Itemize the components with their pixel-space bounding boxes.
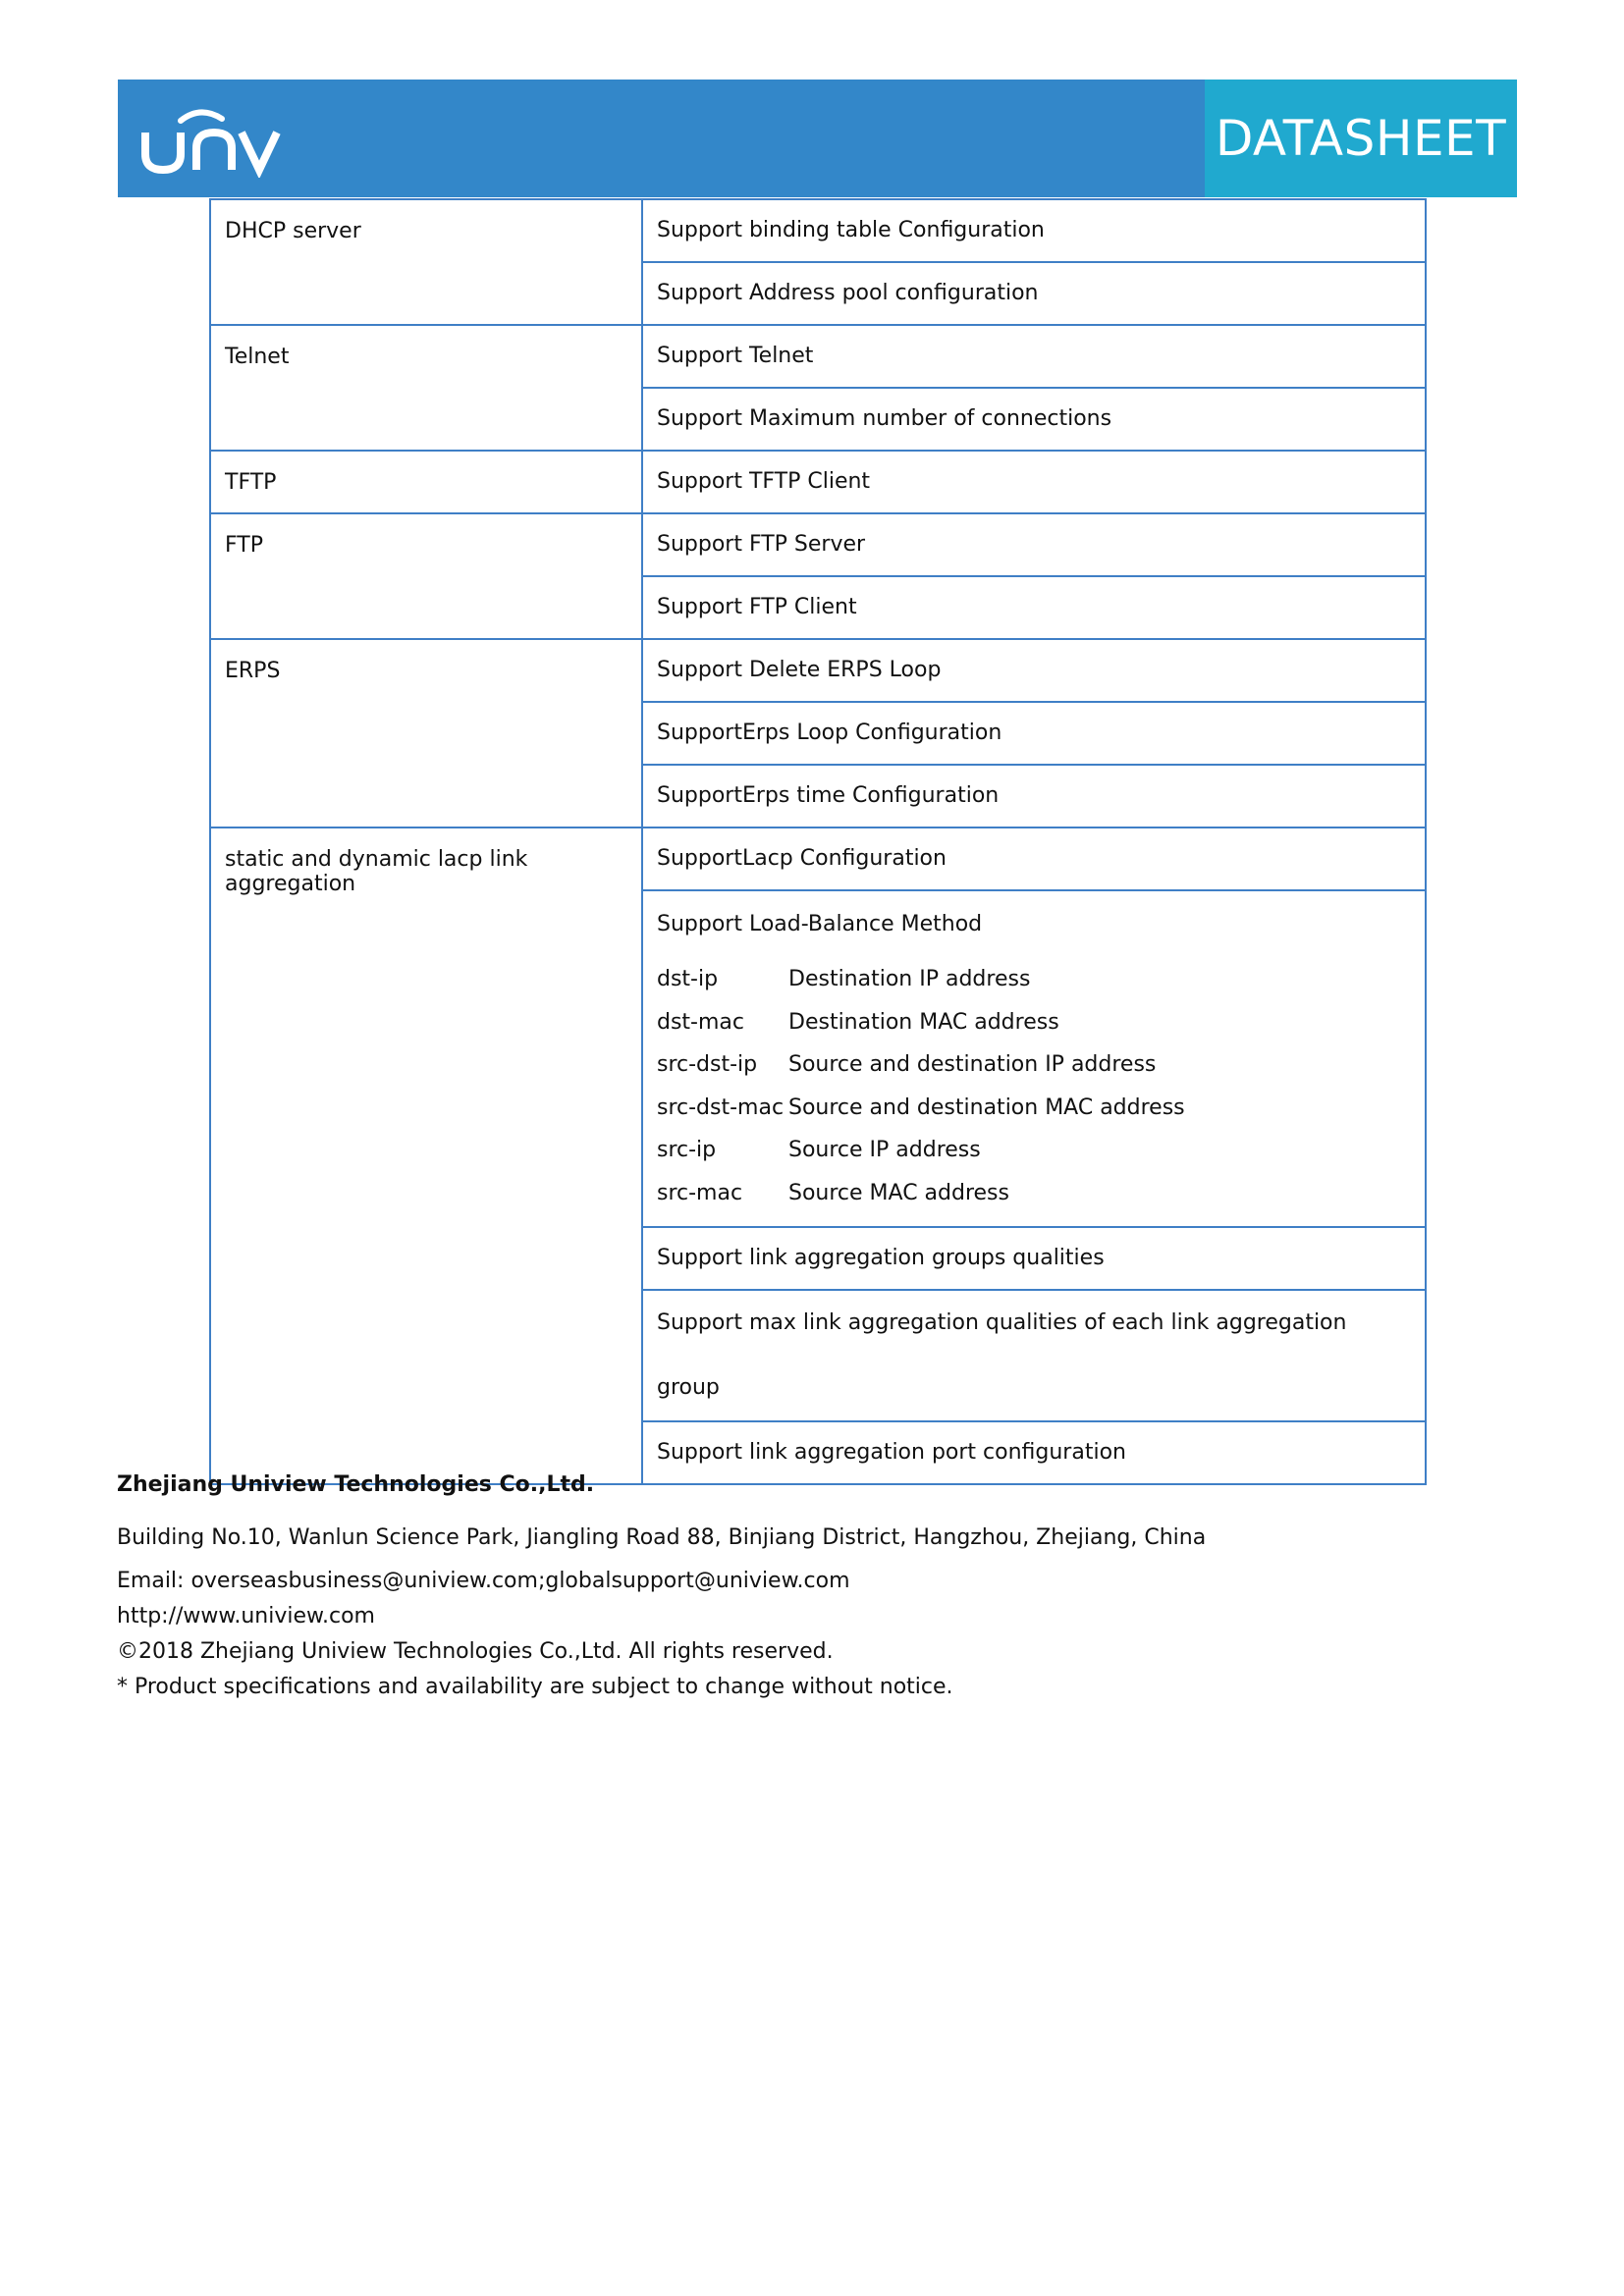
method-key: src-dst-mac xyxy=(657,1095,785,1120)
spec-table xyxy=(209,198,1427,1485)
description-cell: Support Maximum number of connections xyxy=(642,388,1426,451)
description-cell: SupportLacp Configuration xyxy=(642,828,1426,890)
table-row xyxy=(210,325,1426,388)
description-cell: Support Delete ERPS Loop xyxy=(642,639,1426,702)
feature-cell: FTP xyxy=(210,513,642,639)
feature-cell: Telnet xyxy=(210,325,642,451)
description-cell: Support max link aggregation qualities of each link aggregation group xyxy=(642,1290,1426,1421)
description-cell: Support link aggregation groups qualities xyxy=(642,1227,1426,1290)
method-key: dst-mac xyxy=(657,1009,744,1035)
method-desc: Destination IP address xyxy=(788,967,1031,991)
feature-cell: static and dynamic lacp link aggregation xyxy=(210,828,642,1484)
method-key: src-ip xyxy=(657,1138,717,1162)
table-row xyxy=(210,639,1426,702)
method-desc: Source and destination MAC address xyxy=(788,1095,1185,1120)
description-cell: Support Telnet xyxy=(642,325,1426,388)
load-balance-cell xyxy=(642,890,1426,1227)
website-link[interactable]: http://www.uniview.com xyxy=(117,1604,375,1629)
method-desc: Source and destination IP address xyxy=(788,1052,1157,1077)
datasheet-header xyxy=(118,80,1517,197)
contact-email: Email: overseasbusiness@uniview.com;globalsupport@uniview.com xyxy=(117,1569,850,1593)
company-address: Building No.10, Wanlun Science Park, Jiangling Road 88, Binjiang District, Hangzhou, Zhejiang, China xyxy=(117,1525,1207,1550)
description-cell: Support Address pool configuration xyxy=(642,262,1426,325)
unv-logo-icon xyxy=(139,99,287,178)
description-cell: SupportErps Loop Configuration xyxy=(642,702,1426,765)
load-balance-methods xyxy=(657,958,1411,1226)
feature-cell: DHCP server xyxy=(210,199,642,325)
table-row xyxy=(210,828,1426,890)
table-row xyxy=(210,513,1426,576)
table-row xyxy=(210,199,1426,262)
method-key: src-dst-ip xyxy=(657,1052,758,1077)
description-cell: Support TFTP Client xyxy=(642,451,1426,513)
brand-logo xyxy=(118,80,1205,197)
description-cell: Support FTP Client xyxy=(642,576,1426,639)
load-balance-title: Support Load-Balance Method xyxy=(657,912,983,936)
table-row xyxy=(210,451,1426,513)
method-key: src-mac xyxy=(657,1180,743,1205)
datasheet-label: DATASHEET xyxy=(1205,80,1517,197)
method-key: dst-ip xyxy=(657,967,719,991)
feature-cell: TFTP xyxy=(210,451,642,513)
disclaimer-text: * Product specifications and availability are subject to change without notice. xyxy=(117,1675,953,1699)
description-cell: SupportErps time Configuration xyxy=(642,765,1426,828)
description-cell: Support FTP Server xyxy=(642,513,1426,576)
method-desc: Destination MAC address xyxy=(788,1009,1059,1035)
description-cell: Support binding table Configuration xyxy=(642,199,1426,262)
company-footer xyxy=(117,1472,1206,1705)
method-desc: Source MAC address xyxy=(788,1180,1009,1205)
description-cell: Support link aggregation port configuration xyxy=(642,1421,1426,1484)
feature-cell: ERPS xyxy=(210,639,642,828)
copyright-text: ©2018 Zhejiang Uniview Technologies Co.,Ltd. All rights reserved. xyxy=(117,1639,834,1664)
company-name: Zhejiang Uniview Technologies Co.,Ltd. xyxy=(117,1472,595,1497)
method-desc: Source IP address xyxy=(788,1138,981,1162)
